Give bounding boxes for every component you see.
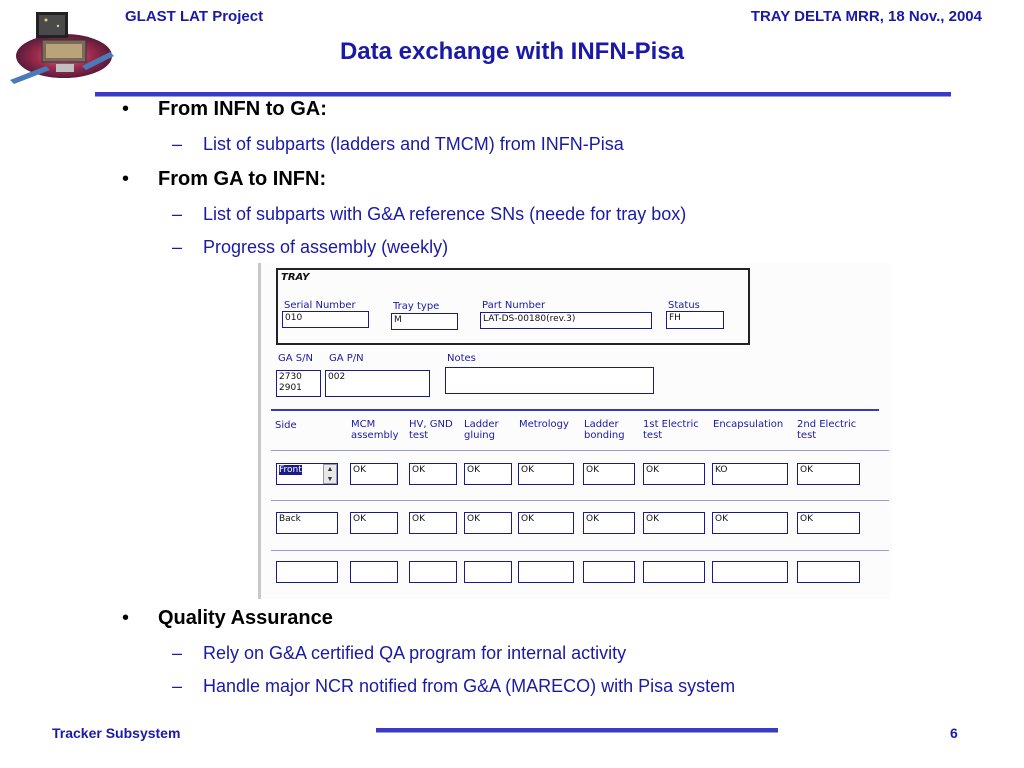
bullet-dot: • — [122, 98, 130, 120]
column-header: Metrology — [519, 419, 569, 430]
row-rule — [271, 500, 889, 501]
part-number-label: Part Number — [482, 300, 546, 311]
column-header: MCM assembly — [351, 419, 399, 441]
serial-label: Serial Number — [284, 300, 356, 311]
column-header: Encapsulation — [713, 419, 784, 430]
status-cell[interactable]: OK — [464, 463, 512, 485]
title-divider — [95, 92, 951, 97]
side-value: Back — [279, 514, 301, 524]
status-field[interactable]: FH — [666, 311, 724, 329]
bullet-dot: • — [122, 607, 130, 629]
ga-pn-label: GA P/N — [329, 353, 364, 364]
bullet-1: From INFN to GA: — [158, 98, 327, 120]
footer-subsystem: Tracker Subsystem — [52, 725, 181, 741]
status-cell[interactable] — [643, 561, 705, 583]
status-cell[interactable]: OK — [409, 512, 457, 534]
side-field[interactable] — [276, 512, 338, 534]
row-rule — [271, 550, 889, 551]
side-field[interactable] — [276, 561, 338, 583]
bullet-3-sub-2: Handle major NCR notified from G&A (MARECO) with Pisa system — [203, 676, 736, 696]
tray-group-label: TRAY — [281, 272, 310, 283]
bullet-3: Quality Assurance — [158, 607, 333, 629]
status-cell[interactable] — [518, 561, 574, 583]
status-cell[interactable]: OK — [797, 463, 860, 485]
side-spinner[interactable] — [323, 464, 337, 484]
header-meeting: TRAY DELTA MRR, 18 Nov., 2004 — [750, 8, 982, 25]
ga-sn-value-2: 2901 — [279, 383, 302, 393]
column-header: Ladder gluing — [464, 419, 499, 441]
ga-sn-value-1: 2730 — [279, 372, 302, 382]
status-cell[interactable]: OK — [350, 463, 398, 485]
status-cell[interactable]: OK — [464, 512, 512, 534]
part-number-field[interactable]: LAT-DS-00180(rev.3) — [480, 312, 652, 329]
status-cell[interactable]: OK — [409, 463, 457, 485]
status-cell[interactable]: OK — [583, 463, 635, 485]
column-header: Side — [275, 420, 297, 431]
tray-type-label: Tray type — [393, 301, 440, 312]
sub-dash: – — [172, 204, 183, 224]
side-value: Front — [279, 465, 302, 475]
sub-dash: – — [172, 676, 183, 696]
bullet-dot: • — [122, 168, 130, 190]
column-header: HV, GND test — [409, 419, 453, 441]
status-cell[interactable]: OK — [797, 512, 860, 534]
status-cell[interactable]: KO — [712, 463, 788, 485]
table-top-rule — [271, 409, 879, 411]
column-header: 2nd Electric test — [797, 419, 857, 441]
page-title: Data exchange with INFN-Pisa — [339, 38, 685, 65]
sub-dash: – — [172, 134, 183, 154]
status-cell[interactable]: OK — [643, 512, 705, 534]
status-cell[interactable]: OK — [643, 463, 705, 485]
spin-down-icon[interactable]: ▼ — [326, 476, 334, 483]
bullet-2: From GA to INFN: — [158, 168, 327, 190]
column-header: 1st Electric test — [643, 419, 699, 441]
header-rule — [271, 450, 889, 451]
sub-dash: – — [172, 643, 183, 663]
status-cell[interactable] — [409, 561, 457, 583]
column-header: Ladder bonding — [584, 419, 625, 441]
notes-field[interactable] — [445, 367, 654, 394]
bullet-3-sub-1: Rely on G&A certified QA program for internal activity — [203, 643, 627, 663]
sub-dash: – — [172, 237, 183, 257]
status-label: Status — [668, 300, 700, 311]
status-cell[interactable] — [797, 561, 860, 583]
page-number: 6 — [950, 725, 958, 741]
header-project: GLAST LAT Project — [125, 8, 264, 25]
bullet-1-sub-1: List of subparts (ladders and TMCM) from INFN-Pisa — [203, 134, 624, 154]
status-cell[interactable]: OK — [712, 512, 788, 534]
spin-up-icon[interactable]: ▲ — [326, 466, 334, 473]
footer-divider — [376, 728, 778, 733]
ga-sn-label: GA S/N — [278, 353, 313, 364]
status-cell[interactable] — [712, 561, 788, 583]
status-cell[interactable]: OK — [518, 512, 574, 534]
status-cell[interactable]: OK — [583, 512, 635, 534]
status-cell[interactable] — [583, 561, 635, 583]
bullet-2-sub-2: Progress of assembly (weekly) — [203, 237, 449, 257]
serial-number-field[interactable]: 010 — [282, 311, 369, 328]
bullet-2-sub-1: List of subparts with G&A reference SNs (neede for tray box) — [203, 204, 687, 224]
ga-sn-field[interactable] — [276, 370, 321, 397]
tray-type-field[interactable]: M — [391, 313, 458, 330]
status-cell[interactable] — [464, 561, 512, 583]
tray-form-screenshot — [258, 263, 891, 599]
status-cell[interactable]: OK — [518, 463, 574, 485]
ga-pn-field[interactable]: 002 — [325, 370, 430, 397]
status-cell[interactable]: OK — [350, 512, 398, 534]
notes-label: Notes — [447, 353, 476, 364]
status-cell[interactable] — [350, 561, 398, 583]
